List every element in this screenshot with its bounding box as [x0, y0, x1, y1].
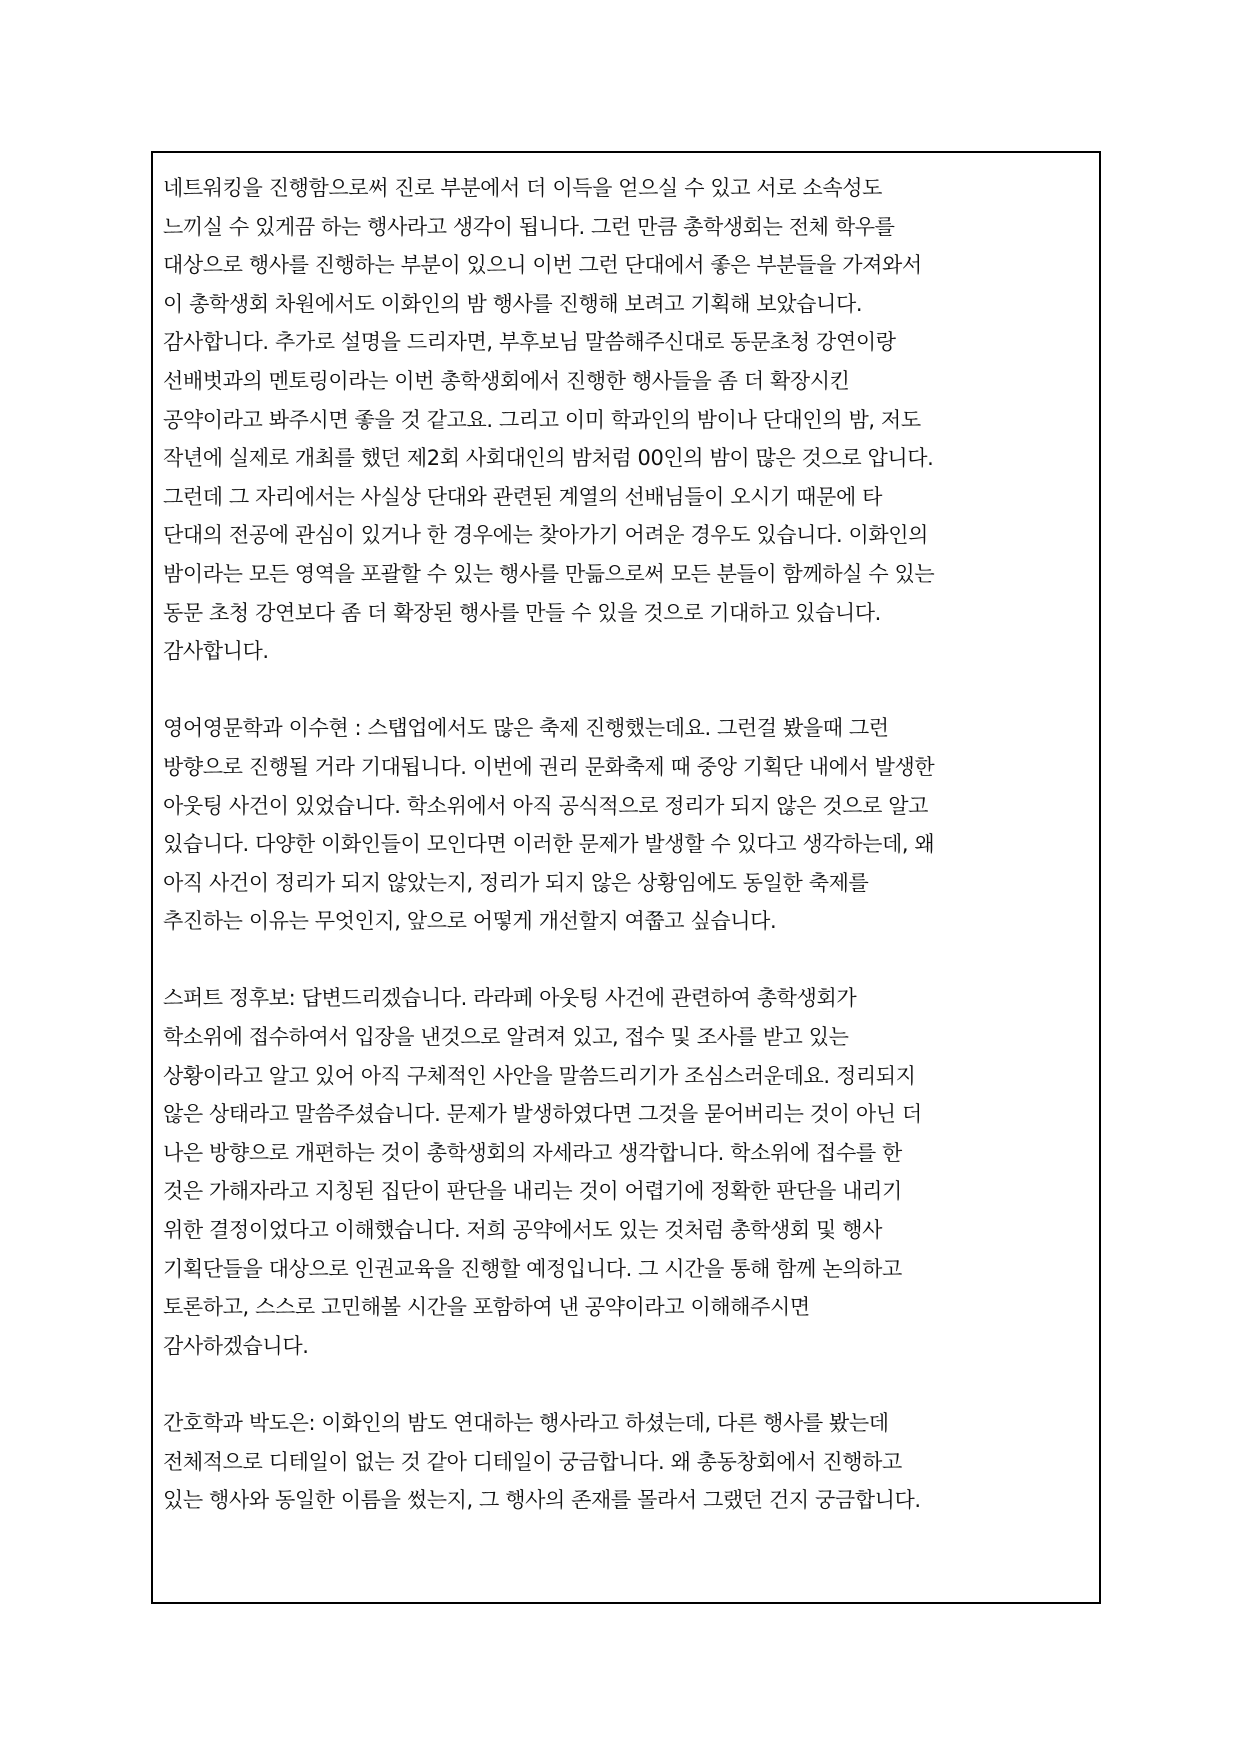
text-line: 선배벗과의 멘토링이라는 이번 총학생회에서 진행한 행사들을 좀 더 확장시킨: [163, 368, 850, 393]
text-line: 네트워킹을 진행함으로써 진로 부분에서 더 이득을 얻으실 수 있고 서로 소속성도: [163, 176, 882, 200]
text-line: 이 총학생회 차원에서도 이화인의 밤 행사를 진행해 보려고 기획해 보았습니다.: [163, 291, 863, 316]
paragraph-answer-sprint: [163, 979, 1099, 1365]
text-line: 동문 초청 강연보다 좀 더 확장된 행사를 만들 수 있을 것으로 기대하고 있습니다.: [163, 600, 881, 625]
text-line: 있는 행사와 동일한 이름을 썼는지, 그 행사의 존재를 몰라서 그랬던 건지 궁금합니다.: [163, 1488, 921, 1513]
text-line: 토론하고, 스스로 고민해볼 시간을 포함하여 낸 공약이라고 이해해주시면: [163, 1295, 810, 1320]
text-line: 영어영문학과 이수현 : 스탭업에서도 많은 축제 진행했는데요. 그런걸 봤을때 그런: [163, 716, 889, 741]
text-line: 기획단들을 대상으로 인권교육을 진행할 예정입니다. 그 시간을 통해 함께 논의하고: [163, 1256, 902, 1281]
paragraph-answer-continued: [163, 169, 1099, 671]
paragraph-gap: [163, 941, 1099, 980]
text-line: 아웃팅 사건이 있었습니다. 학소위에서 아직 공식적으로 정리가 되지 않은 것으로 알고: [163, 793, 929, 818]
text-line: 느끼실 수 있게끔 하는 행사라고 생각이 됩니다. 그런 만큼 총학생회는 전체 학우를: [163, 214, 895, 239]
text-line: 감사합니다. 추가로 설명을 드리자면, 부후보님 말씀해주신대로 동문초청 강연이랑: [163, 330, 896, 355]
text-line: 전체적으로 디테일이 없는 것 같아 디테일이 궁금합니다. 왜 총동창회에서 진행하고: [163, 1449, 902, 1474]
text-line: 방향으로 진행될 거라 기대됩니다. 이번에 권리 문화축제 때 중앙 기획단 내에서 발생한: [163, 754, 935, 779]
text-line: 나은 방향으로 개편하는 것이 총학생회의 자세라고 생각합니다. 학소위에 접수를 한: [163, 1140, 902, 1165]
document-frame: [151, 151, 1101, 1604]
text-line: 감사하겠습니다.: [163, 1333, 309, 1358]
text-line: 아직 사건이 정리가 되지 않았는지, 정리가 되지 않은 상황임에도 동일한 축제를: [163, 870, 869, 895]
text-line: 상황이라고 알고 있어 아직 구체적인 사안을 말씀드리기가 조심스러운데요. 정리되지: [163, 1063, 916, 1088]
text-line: 않은 상태라고 말씀주셨습니다. 문제가 발생하였다면 그것을 묻어버리는 것이 아닌 더: [163, 1102, 922, 1127]
paragraph-question-english: [163, 709, 1099, 941]
text-line: 추진하는 이유는 무엇인지, 앞으로 어떻게 개선할지 여쭙고 싶습니다.: [163, 909, 777, 934]
paragraph-question-nursing: [163, 1404, 1099, 1520]
text-line: 단대의 전공에 관심이 있거나 한 경우에는 찾아가기 어려운 경우도 있습니다. 이화인의: [163, 523, 929, 548]
text-line: 작년에 실제로 개최를 했던 제2회 사회대인의 밤처럼 00인의 밤이 많은 것으로 압니다.: [163, 446, 934, 471]
text-line: 밤이라는 모든 영역을 포괄할 수 있는 행사를 만듦으로써 모든 분들이 함께하실 수 있는: [163, 561, 935, 586]
text-line: 것은 가해자라고 지칭된 집단이 판단을 내리는 것이 어렵기에 정확한 판단을 내리기: [163, 1179, 902, 1204]
text-line: 감사합니다.: [163, 639, 269, 664]
text-line: 있습니다. 다양한 이화인들이 모인다면 이러한 문제가 발생할 수 있다고 생각하는데, 왜: [163, 832, 935, 857]
text-line: 학소위에 접수하여서 입장을 낸것으로 알려져 있고, 접수 및 조사를 받고 있는: [163, 1025, 849, 1050]
text-line: 그런데 그 자리에서는 사실상 단대와 관련된 계열의 선배님들이 오시기 때문에 타: [163, 484, 882, 509]
paragraph-gap: [163, 1365, 1099, 1404]
paragraph-gap: [163, 671, 1099, 710]
text-line: 대상으로 행사를 진행하는 부분이 있으니 이번 그런 단대에서 좋은 부분들을 가져와서: [163, 253, 922, 278]
text-line: 간호학과 박도은: 이화인의 밤도 연대하는 행사라고 하셨는데, 다른 행사를 봤는데: [163, 1411, 889, 1435]
text-line: 위한 결정이었다고 이해했습니다. 저희 공약에서도 있는 것처럼 총학생회 및 행사: [163, 1218, 882, 1243]
text-line: 공약이라고 봐주시면 좋을 것 같고요. 그리고 이미 학과인의 밤이나 단대인의 밤, 저도: [163, 407, 921, 432]
text-line: 스퍼트 정후보: 답변드리겠습니다. 라라페 아웃팅 사건에 관련하여 총학생회가: [163, 986, 857, 1011]
